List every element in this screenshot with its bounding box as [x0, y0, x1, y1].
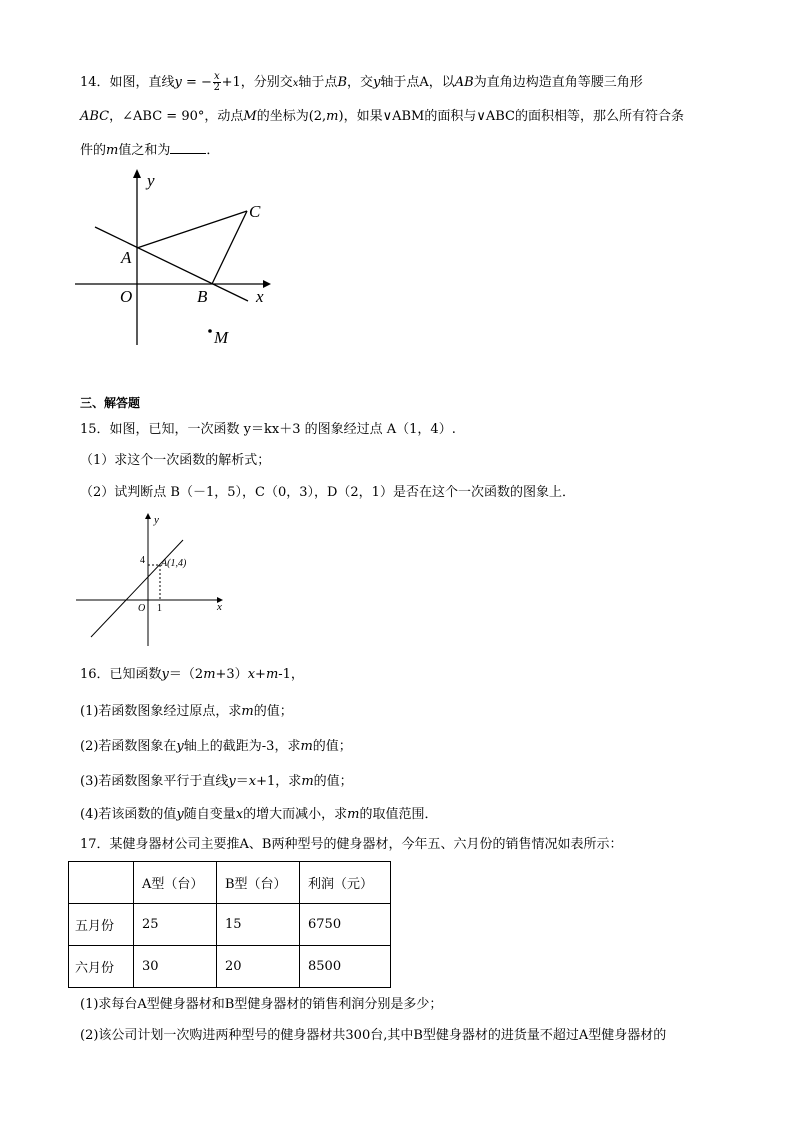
table-cell: 五月份 [69, 904, 134, 946]
q14-line-1: 14．如图，直线y = − $\frac{x}{2}$ +1，分别交x轴于点B，交y轴于点A，以AB为直角边构造直角等腰三角形 [80, 71, 643, 93]
y-axis-arrow [145, 513, 151, 519]
line-y-eq [95, 227, 248, 301]
label-x: x [256, 287, 264, 306]
label-y: y [154, 514, 159, 526]
segment-ac [137, 211, 247, 248]
table-row [69, 946, 391, 988]
segment-bc [212, 211, 247, 284]
fraction: $\frac{x}{2}$ [213, 71, 220, 93]
label-y: y [147, 171, 155, 190]
table-cell: 25 [134, 904, 217, 946]
label-b: B [197, 287, 208, 306]
q15-line-1: 15．如图，已知，一次函数 y＝kx＋3 的图象经过点 A（1，4）. [80, 422, 456, 437]
q16-part-1: (1)若函数图象经过原点，求m的值； [80, 704, 293, 719]
label-c: C [249, 202, 261, 221]
q14-line-3: 件的m值之和为 ． [80, 143, 220, 158]
label-4: 4 [140, 555, 145, 566]
table-cell: 8500 [300, 946, 391, 988]
q16-stem: 16．已知函数y＝（2m+3）x+m-1， [80, 667, 304, 682]
table-cell: 6750 [300, 904, 391, 946]
table-cell: 20 [217, 946, 300, 988]
q17-stem: 17．某健身器材公司主要推A、B两种型号的健身器材，今年五、六月份的销售情况如表所示： [80, 837, 623, 852]
q15-part-2: （2）试判断点 B（－1，5），C（0，3），D（2，1）是否在这个一次函数的图象上． [80, 485, 575, 500]
function-line [91, 540, 183, 637]
label-o: O [120, 287, 133, 306]
x-axis-arrow [263, 280, 271, 288]
label-a: A [121, 248, 132, 267]
q15-part-1: （1）求这个一次函数的解析式； [80, 453, 271, 468]
table-row [69, 904, 391, 946]
table-header-cell: B型（台） [217, 862, 300, 904]
answer-blank[interactable] [170, 141, 206, 154]
q16-part-4: (4)若该函数的值y随自变量x的增大而减小，求m的取值范围． [80, 807, 438, 822]
linear-function-graph [72, 510, 232, 650]
q17-part-2: (2)该公司计划一次购进两种型号的健身器材共300台,其中B型健身器材的进货量不超过A型健身器材的 [80, 1028, 667, 1043]
q16-part-2: (2)若函数图象在y轴上的截距为-3，求m的值； [80, 739, 352, 754]
point-m [208, 329, 212, 333]
label-o: O [138, 603, 146, 614]
table-header-cell [69, 862, 134, 904]
table-header-cell: A型（台） [134, 862, 217, 904]
q14-line-2: ABC，∠ABC = 90°，动点M的坐标为(2,m)，如果∨ABM的面积与∨ABC的面积相等，那么所有符合条 [80, 109, 684, 124]
sales-table [68, 861, 391, 988]
q17-part-1: (1)求每台A型健身器材和B型健身器材的销售利润分别是多少； [80, 997, 443, 1012]
label-a: A(1,4) [161, 558, 187, 569]
table-cell: 30 [134, 946, 217, 988]
label-m: M [214, 328, 229, 347]
table-header-cell: 利润（元） [300, 862, 391, 904]
label-x: x [217, 601, 222, 613]
q16-part-3: (3)若函数图象平行于直线y＝x+1，求m的值； [80, 774, 353, 789]
table-header-row [69, 862, 391, 904]
table-cell: 六月份 [69, 946, 134, 988]
table-cell: 15 [217, 904, 300, 946]
label-1: 1 [157, 603, 162, 614]
y-axis-arrow [133, 169, 141, 178]
section-heading: 三、解答题 [80, 396, 141, 410]
triangle-figure [70, 165, 280, 350]
